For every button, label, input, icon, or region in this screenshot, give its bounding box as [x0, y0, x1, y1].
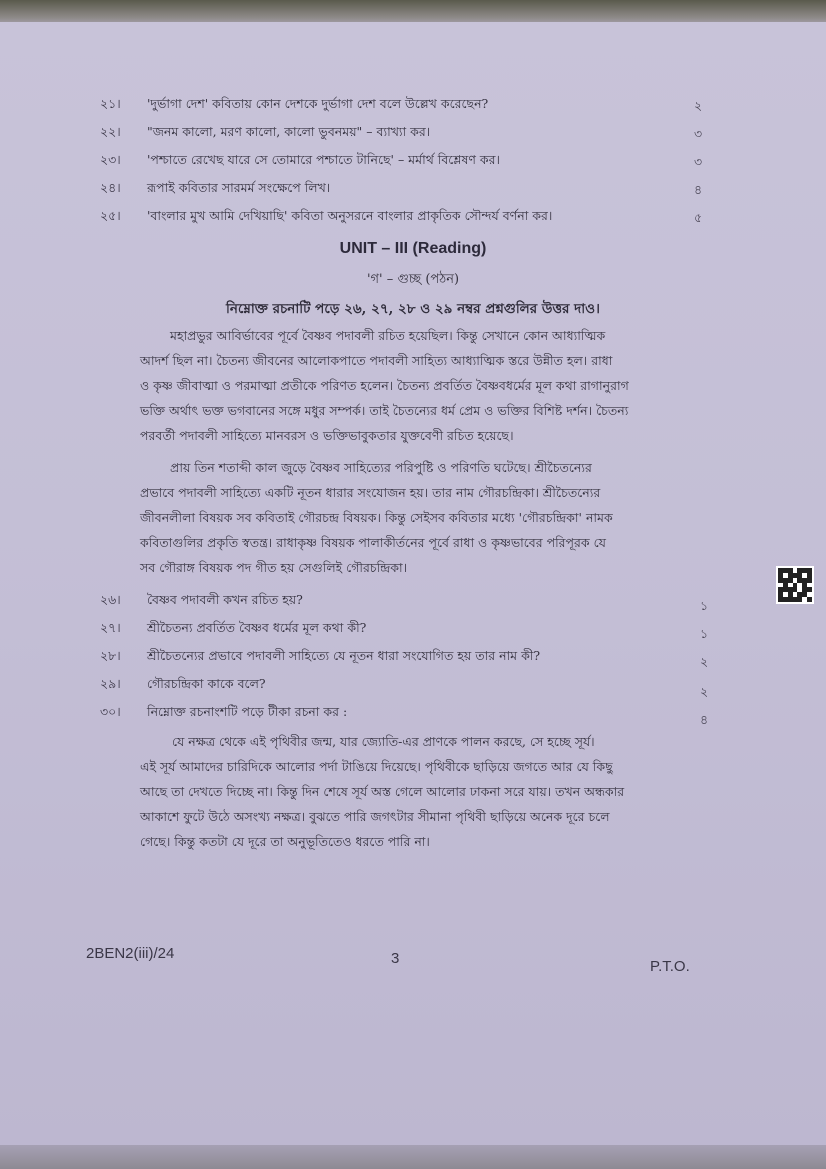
passage-line: কবিতাগুলির প্রকৃতি স্বতন্ত্র। রাধাকৃষ্ণ বিষয়ক পালাকীর্তনের পূর্বে রাধা ও কৃষ্ণভাবের পরিপূরক যে [140, 535, 606, 550]
passage-line: প্রভাবে পদাবলী সাহিত্যে একটি নূতন ধারার সংযোজন হয়। তার নাম গৌরচন্দ্রিকা। শ্রীচৈতন্যের [140, 485, 601, 500]
passage-line: আকাশে ফুটে উঠে অসংখ্য নক্ষত্র। বুঝতে পারি জগৎটার সীমানা পৃথিবী ছাড়িয়ে অনেক দূরে চলে [140, 809, 610, 824]
passage-line: আদর্শ ছিল না। চৈতন্য জীবনের আলোকপাতে পদাবলী সাহিত্য আধ্যাত্মিক স্তরে উন্নীত হল। রাধা [140, 353, 613, 368]
photo-bottom-edge [0, 1145, 826, 1169]
question-number: ২৬। [100, 592, 121, 607]
question-marks: ২ [700, 684, 709, 699]
question-number: ২১। [100, 96, 121, 111]
question-text: শ্রীচৈতন্যের প্রভাবে পদাবলী সাহিত্যে যে নূতন ধারা সংযোগিত হয় তার নাম কী? [147, 648, 541, 663]
question-number: ৩০। [100, 704, 121, 719]
question-text: "জনম কালো, মরণ কালো, কালো ভুবনময়" – ব্যাখ্যা কর। [147, 124, 431, 139]
question-text: 'দুর্ভাগা দেশ' কবিতায় কোন দেশকে দুর্ভাগা দেশ বলে উল্লেখ করেছেন? [147, 96, 489, 111]
question-number: ২৭। [100, 620, 121, 635]
question-text: গৌরচন্দ্রিকা কাকে বলে? [147, 676, 266, 691]
question-number: ২৫। [100, 208, 121, 223]
page-number: 3 [391, 950, 400, 967]
question-number: ২২। [100, 124, 121, 139]
question-text: নিম্নোক্ত রচনাংশটি পড়ে টীকা রচনা কর : [147, 704, 348, 719]
question-text: বৈষ্ণব পদাবলী কখন রচিত হয়? [147, 592, 303, 607]
question-text: 'পশ্চাতে রেখেছ যারে সে তোমারে পশ্চাতে টানিছে' – মর্মার্থ বিশ্লেষণ কর। [147, 152, 500, 167]
question-text: শ্রীচৈতন্য প্রবর্তিত বৈষ্ণব ধর্মের মূল কথা কী? [147, 620, 367, 635]
question-marks: ৩ [694, 154, 703, 169]
question-number: ২৪। [100, 180, 121, 195]
unit-heading: UNIT – III (Reading) [339, 240, 487, 257]
passage-line: এই সূর্য আমাদের চারিদিকে আলোর পর্দা টাঙিয়ে দিয়েছে। পৃথিবীকে ছাড়িয়ে জগতে আর যে কিছু [140, 759, 613, 774]
passage-line: মহাপ্রভুর আবির্ভাবের পূর্বে বৈষ্ণব পদাবলী রচিত হয়েছিল। কিন্তু সেখানে কোন আধ্যাত্মিক [170, 328, 606, 343]
passage-line: ও কৃষ্ণ জীবাত্মা ও পরমাত্মা প্রতীকে পরিণত হলেন। চৈতন্য প্রবর্তিত বৈষ্ণবধর্মের মূল কথা রাগানুরাগ [140, 378, 629, 393]
pto-label: P.T.O. [650, 958, 690, 975]
passage-line: যে নক্ষত্র থেকে এই পৃথিবীর জন্ম, যার জ্যোতি-এর প্রাণকে পালন করছে, সে হচ্ছে সূর্য। [172, 734, 595, 749]
question-number: ২৮। [100, 648, 121, 663]
question-marks: ৪ [700, 712, 709, 727]
passage-line: আছে তা দেখতে দিচ্ছে না। কিন্তু দিন শেষে সূর্য অস্ত গেলে আলোর ঢাকনা সরে যায়। তখন অন্ধকার [140, 784, 625, 799]
passage-line: গেছে। কিন্তু কতটা যে দূরে তা অনুভূতিতেও ধরতে পারি না। [140, 834, 430, 849]
paper-code: 2BEN2(iii)/24 [86, 945, 175, 962]
passage-line: প্রায় তিন শতাব্দী কাল জুড়ে বৈষ্ণব সাহিত্যের পরিপুষ্টি ও পরিণতি ঘটেছে। শ্রীচৈতন্যের [170, 460, 592, 475]
section-heading: 'গ' – গুচ্ছ (পঠন) [366, 272, 460, 287]
question-number: ২৩। [100, 152, 121, 167]
qr-code [776, 566, 814, 604]
passage-line: জীবনলীলা বিষয়ক সব কবিতাই গৌরচন্দ্র বিষয়ক। কিন্তু সেইসব কবিতার মধ্যে 'গৌরচন্দ্রিকা' নামক [140, 510, 613, 525]
passage-line: পরবর্তী পদাবলী সাহিত্যে মানবরস ও ভক্তিভাবুকতার যুক্তবেণী রচিত হয়েছে। [140, 428, 514, 443]
question-text: 'বাংলার মুখ আমি দেখিয়াছি' কবিতা অনুসরনে বাংলার প্রাকৃতিক সৌন্দর্য বর্ণনা কর। [147, 208, 553, 223]
reading-instruction: নিম্নোক্ত রচনাটি পড়ে ২৬, ২৭, ২৮ ও ২৯ নম্বর প্রশ্নগুলির উত্তর দাও। [226, 301, 600, 317]
question-marks: ৫ [694, 210, 703, 225]
question-number: ২৯। [100, 676, 121, 691]
passage-line: সব গৌরাঙ্গ বিষয়ক পদ গীত হয় সেগুলিই গৌরচন্দ্রিকা। [140, 560, 408, 575]
passage-line: ভক্তি অর্থাৎ ভক্ত ভগবানের সঙ্গে মধুর সম্পর্ক। তাই চৈতন্যের ধর্ম প্রেম ও ভক্তির বিশিষ্ট দর্শন। চৈতন্য [140, 403, 629, 418]
question-marks: ১ [700, 626, 709, 641]
question-marks: ৩ [694, 126, 703, 141]
question-marks: ৪ [694, 182, 703, 197]
question-marks: ২ [694, 98, 703, 113]
question-text: রূপাই কবিতার সারমর্ম সংক্ষেপে লিখ। [147, 180, 331, 195]
question-marks: ২ [700, 654, 709, 669]
question-marks: ১ [700, 598, 709, 613]
